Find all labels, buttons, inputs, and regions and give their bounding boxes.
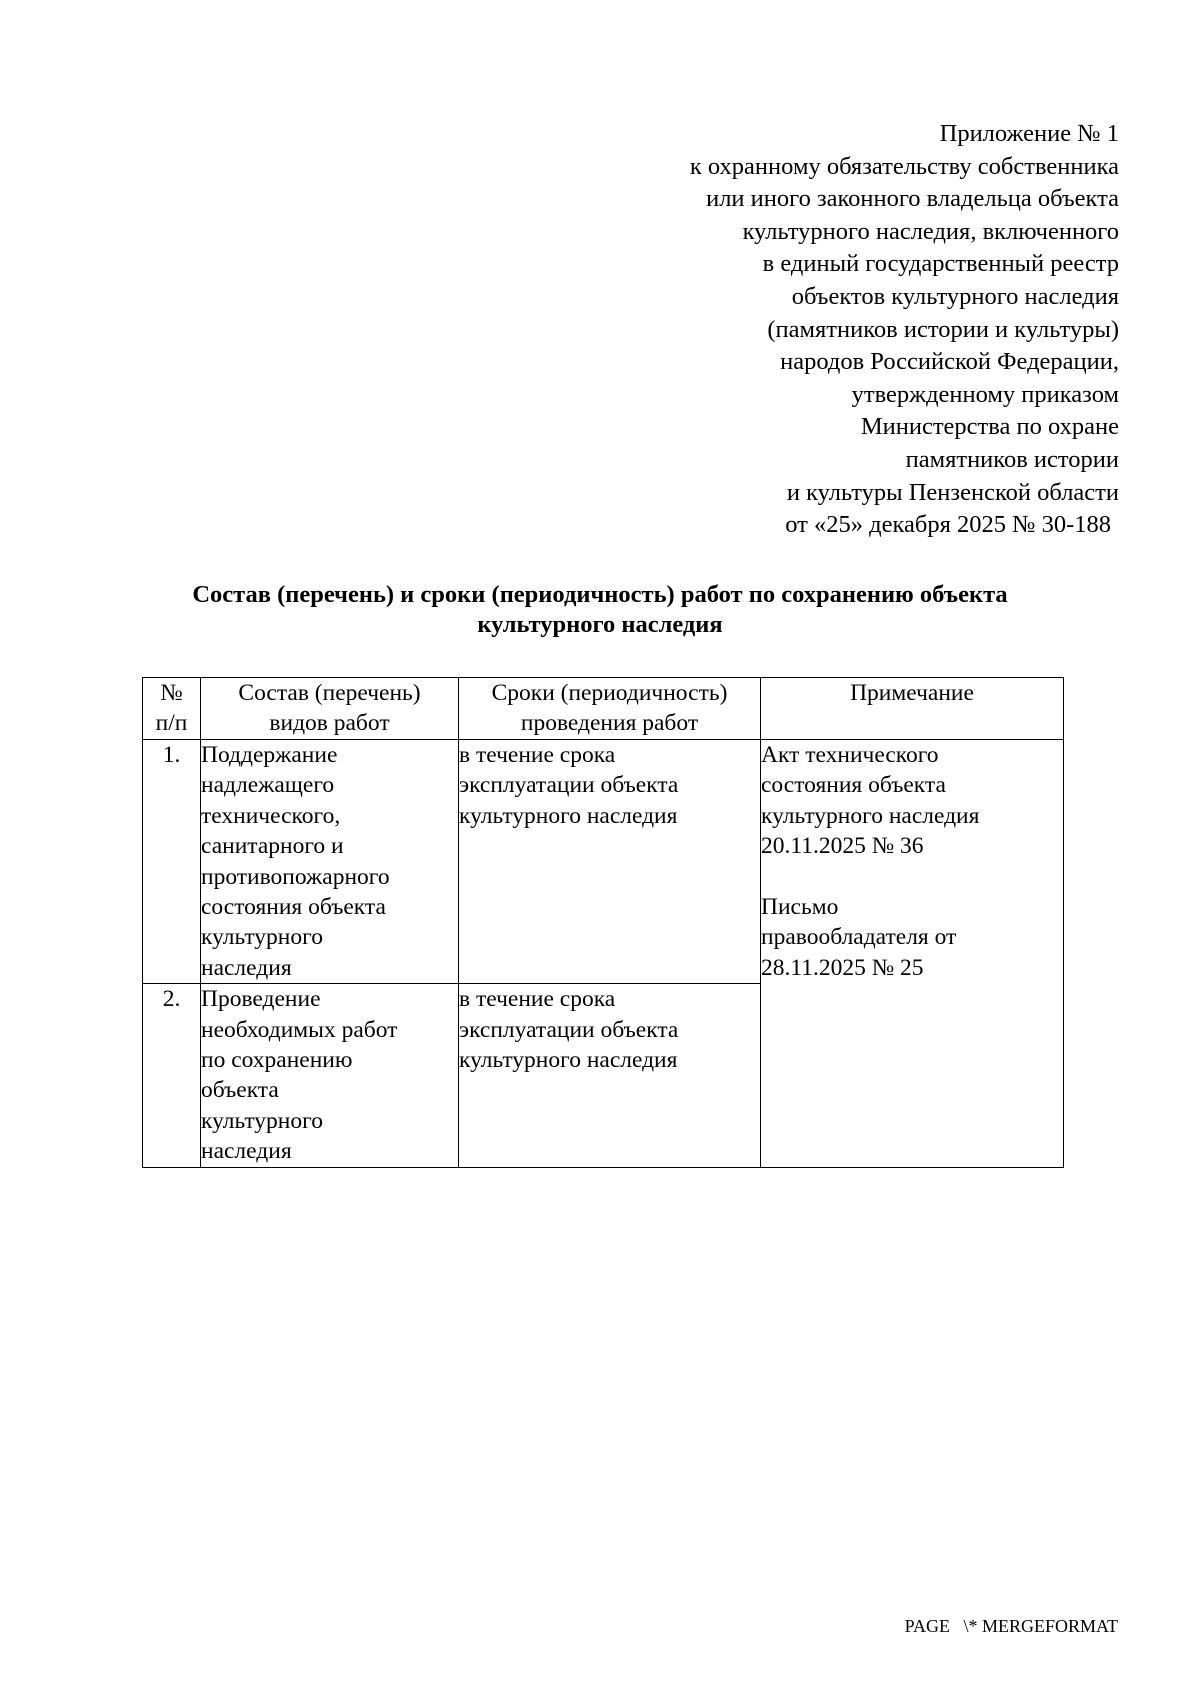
- header-works: Состав (перечень) видов работ: [201, 678, 459, 740]
- appendix-header: [479, 118, 1119, 542]
- table-row: [143, 740, 1064, 984]
- header-note: Примечание: [761, 678, 1064, 740]
- appendix-line: Министерства по охране: [860, 413, 1119, 441]
- appendix-line: культурного наследия, включенного: [742, 217, 1119, 245]
- title-line-2: культурного наследия: [477, 611, 723, 638]
- appendix-line: Приложение № 1: [939, 120, 1119, 147]
- appendix-line: памятников истории: [905, 445, 1119, 473]
- table-header-row: [143, 678, 1064, 740]
- appendix-line: и культуры Пензенской области: [786, 478, 1119, 506]
- appendix-line: к охранному обязательству собственника: [689, 152, 1119, 180]
- title-line-1: Состав (перечень) и сроки (периодичность) работ по сохранению объекта: [192, 581, 1008, 608]
- page-field-footer: PAGE \* MERGEFORMAT: [904, 1616, 1118, 1636]
- row-works: Проведение необходимых работ по сохранению объекта культурного наследия: [201, 984, 459, 1167]
- appendix-line: от «25» декабря 2025 № 30-188: [785, 511, 1111, 539]
- appendix-line: объектов культурного наследия: [791, 282, 1119, 310]
- appendix-line: в единый государственный реестр: [762, 250, 1119, 278]
- works-table: [142, 677, 1064, 1168]
- row-number: 1.: [143, 740, 201, 984]
- row-terms: в течение срока эксплуатации объекта культурного наследия: [459, 740, 761, 984]
- row-number: 2.: [143, 984, 201, 1167]
- header-num: № п/п: [143, 678, 201, 740]
- header-terms: Сроки (периодичность) проведения работ: [459, 678, 761, 740]
- document-title: [100, 580, 1100, 640]
- appendix-line: или иного законного владельца объекта: [706, 185, 1119, 213]
- row-works: Поддержание надлежащего технического, санитарного и противопожарного состояния объекта культурного наследия: [201, 740, 459, 984]
- appendix-line: народов Российской Федерации,: [780, 348, 1119, 376]
- row-terms: в течение срока эксплуатации объекта культурного наследия: [459, 984, 761, 1167]
- appendix-line: утвержденному приказом: [851, 380, 1119, 408]
- appendix-line: (памятников истории и культуры): [767, 315, 1119, 343]
- row-note: Акт технического состояния объекта культурного наследия 20.11.2025 № 36 Письмо правообладателя от 28.11.2025 № 25: [761, 740, 1064, 1168]
